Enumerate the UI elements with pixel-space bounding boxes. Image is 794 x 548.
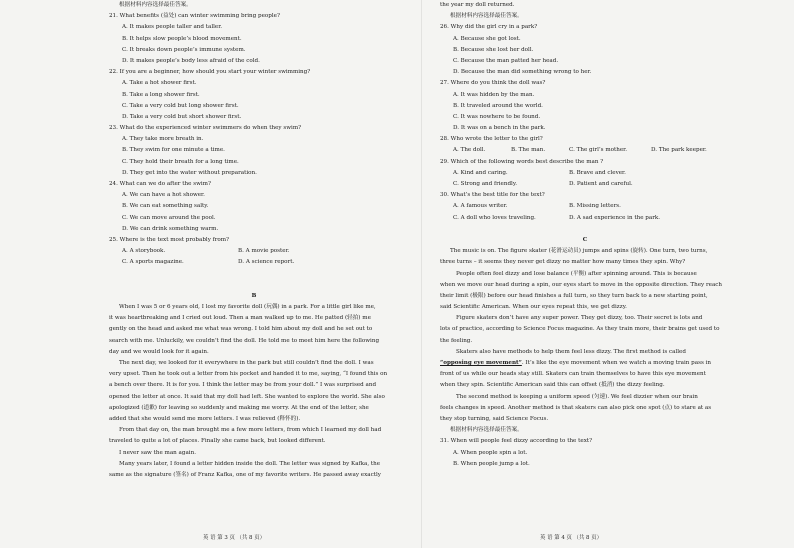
text-line: 22. If you are a beginner, how should you start your winter swimming?	[109, 69, 311, 76]
answer-option: A. It makes people taller and taller.	[122, 24, 223, 31]
text-line: it was heartbreaking and I cried out loud. Then a man walked up to me. He patted (轻拍) me	[109, 315, 371, 322]
answer-option: A. It was hidden by the man.	[453, 91, 535, 98]
right-page-column	[440, 0, 730, 470]
text-line: apologized (道歉) for leaving so suddenly and making me worry. At the end of the letter, she	[109, 404, 369, 411]
text-line	[109, 280, 399, 291]
answer-option: B. It traveled around the world.	[453, 102, 543, 109]
answer-option: C. We can move around the pool.	[122, 214, 216, 221]
answer-option: A. A famous writer.	[453, 203, 508, 210]
text-line: traveled to quite a lot of places. Finally she came back, but looked different.	[109, 438, 326, 445]
answer-option: B. Brave and clever.	[569, 169, 626, 176]
answer-options-row	[440, 168, 730, 179]
section-heading: B	[251, 292, 257, 299]
text-line: their limit (极限) before our head finishes a full turn, so they turn back to a new starting point,	[440, 292, 708, 299]
answer-option: B. When people jump a lot.	[453, 460, 530, 467]
answer-option: D. It makes people’s body less afraid of the cold.	[122, 57, 260, 64]
text-line: From that day on, the man brought me a few more letters, from which I learned my doll had	[119, 427, 382, 434]
left-page-footer: 英 语 第 3 页 （共 8 页）	[203, 535, 265, 541]
answer-option: C. They hold their breath for a long time.	[122, 158, 239, 165]
text-line: they stop turning, said Science Focus.	[440, 415, 549, 422]
answer-option: D. A science report.	[238, 259, 295, 266]
answer-option: D. Because the man did something wrong to her.	[453, 69, 592, 76]
text-line: day and we would look for it again.	[109, 348, 209, 355]
answer-option: B. They swim for one minute a time.	[122, 147, 225, 154]
answer-option: D. The park keeper.	[651, 147, 707, 154]
answer-option: A. When people spin a lot.	[453, 449, 528, 456]
answer-option: C. Take a very cold but long shower first.	[122, 102, 239, 109]
answer-option: D. A sad experience in the park.	[569, 214, 661, 221]
text-line: I never saw the man again.	[119, 449, 196, 456]
answer-option: C. A doll who loves traveling.	[453, 214, 536, 221]
answer-option: B. The man.	[511, 147, 546, 154]
text-line: 26. Why did the girl cry in a park?	[440, 24, 538, 31]
answer-option: C. It was nowhere to be found.	[453, 113, 541, 120]
text-line: The next day, we looked for it everywhere in the park but still couldn’t find the doll. I was	[119, 360, 374, 366]
text-line: 24. What can we do after the swim?	[109, 181, 211, 187]
text-line: front of us while our heads stay still. Skaters can train themselves to have this eye movement	[440, 371, 706, 378]
answer-option: B. Because she lost her doll.	[453, 46, 534, 53]
answer-option: A. We can have a hot shower.	[122, 192, 205, 199]
text-line: Figure skaters don’t have any super power. They get dizzy, too. Their secret is lots and	[456, 315, 703, 322]
answer-options-row	[440, 201, 730, 212]
answer-options-row	[440, 213, 730, 224]
answer-option: C. A sports magazine.	[122, 259, 184, 266]
answer-option: D. It was on a bench in the park.	[453, 125, 546, 132]
answer-option: C. Strong and friendly.	[453, 181, 518, 187]
answer-option: B. A movie poster.	[238, 248, 290, 255]
text-line: the feeling.	[440, 337, 473, 344]
answer-option: C. The girl’s mother.	[569, 147, 627, 154]
answer-option: C. Because the man patted her head.	[453, 57, 559, 64]
right-page-footer: 英 语 第 4 页 （共 8 页）	[540, 535, 602, 541]
text-line: when they spin. Scientific American said this can offset (抵消) the dizzy feeling.	[440, 382, 665, 389]
text-line: very upset. Then he took out a letter from his pocket and handed it to me, saying, “I found this on	[109, 371, 388, 378]
answer-option: C. It breaks down people’s immune system.	[122, 46, 246, 53]
text-line: gently on the head and asked me what was wrong. I told him about my doll and he set out to	[109, 326, 373, 333]
answer-options-row	[440, 179, 730, 190]
text-line: 25. Where is the text most probably from?	[109, 236, 230, 243]
answer-option: A. Kind and caring.	[453, 169, 508, 176]
answer-option: B. It helps slow people’s blood movement.	[122, 35, 242, 42]
text-line	[109, 269, 399, 280]
answer-option: B. Missing letters.	[569, 203, 621, 210]
text-line: opened the letter at once. It said that my doll had left. She wanted to explore the world. She also	[109, 393, 385, 400]
text-line: Skaters also have methods to help them feel less dizzy. The first method is called	[456, 348, 686, 355]
text-line: when we move our head during a spin, our eyes start to move in the opposite direction. They reach	[440, 281, 723, 288]
answer-option: D. They get into the water without preparation.	[122, 169, 257, 176]
answer-option: A. They take more breath in.	[122, 136, 204, 143]
text-line	[440, 224, 730, 235]
answer-options-row	[440, 145, 730, 156]
answer-option: A. Take a hot shower first.	[122, 80, 197, 87]
section-heading: C	[582, 236, 588, 243]
answer-option: A. The doll.	[453, 147, 486, 154]
underlined-term: “opposing eye movement”	[440, 360, 522, 366]
text-line: search with me. Unluckily, we couldn’t find the doll. He told me to meet him here the following	[109, 337, 380, 344]
text-line	[440, 358, 730, 369]
text-line: The music is on. The figure skater (花滑运动员) jumps and spins (旋转). One turn, two turns,	[450, 248, 708, 255]
text-line: added that she would send me more letters. I was relieved (释怀的).	[109, 415, 301, 422]
text-line: People often feel dizzy and lose balance (平衡) after spinning around. This is because	[456, 270, 697, 277]
text-line-rest: . It’s like the eye movement when we watch a moving train pass in	[521, 360, 711, 366]
answer-option: D. We can drink something warm.	[122, 225, 219, 232]
text-line: said Scientific American. When our eyes repeat this, we get dizzy.	[440, 304, 627, 311]
answer-option: B. Take a long shower first.	[122, 91, 200, 98]
text-line: 27. Where do you think the doll was?	[440, 80, 546, 87]
text-line: 21. What benefits (益处) can winter swimming bring people?	[109, 13, 280, 20]
left-page-column	[109, 0, 399, 481]
answer-option: A. Because she got lost.	[453, 35, 521, 42]
text-line: three turns – it seems they never get dizzy no matter how many times they spin. Why?	[440, 259, 686, 266]
text-line: feels changes in speed. Another method is that skaters can also pick one spot (点) to stare at as	[440, 404, 712, 411]
answer-option: D. Take a very cold but short shower first.	[122, 113, 242, 120]
text-line: 根据材料内容选择最佳答案。	[450, 427, 523, 434]
text-line: 30. What’s the best title for the text?	[440, 192, 545, 199]
text-line: lots of practice, according to Science Focus magazine. As they train more, their brains get used to	[440, 326, 720, 333]
text-line: 31. When will people feel dizzy according to the text?	[440, 438, 593, 445]
text-line: When I was 5 or 6 years old, I lost my favorite doll (玩偶) in a park. For a little girl like me,	[119, 304, 376, 311]
answer-option: D. Patient and careful.	[569, 181, 633, 187]
text-line: Many years later, I found a letter hidden inside the doll. The letter was signed by Kafka, the	[119, 460, 381, 467]
text-line: The second method is keeping a uniform speed (匀速). We feel dizzier when our brain	[456, 393, 698, 400]
text-line: 根据材料内容选择最佳答案。	[119, 2, 192, 8]
text-line: a bench over there. It is for you. I think the letter may be from your doll.” I was surprised and	[109, 382, 377, 389]
page-fold-divider	[421, 0, 422, 548]
text-line: same as the signature (签名) of Franz Kafka, one of my favorite writers. He passed away exactly	[109, 471, 381, 478]
text-line: 29. Which of the following words best describe the man ?	[440, 158, 604, 165]
answer-options-row	[109, 246, 399, 257]
answer-option: B. We can eat something salty.	[122, 203, 209, 210]
text-line: 28. Who wrote the letter to the girl?	[440, 136, 543, 143]
answer-options-row	[109, 257, 399, 268]
text-line: the year my doll returned.	[440, 2, 515, 8]
text-line: 根据材料内容选择最佳答案。	[450, 13, 523, 20]
answer-option: A. A storybook.	[122, 248, 166, 255]
text-line: 23. What do the experienced winter swimmers do when they swim?	[109, 125, 302, 132]
